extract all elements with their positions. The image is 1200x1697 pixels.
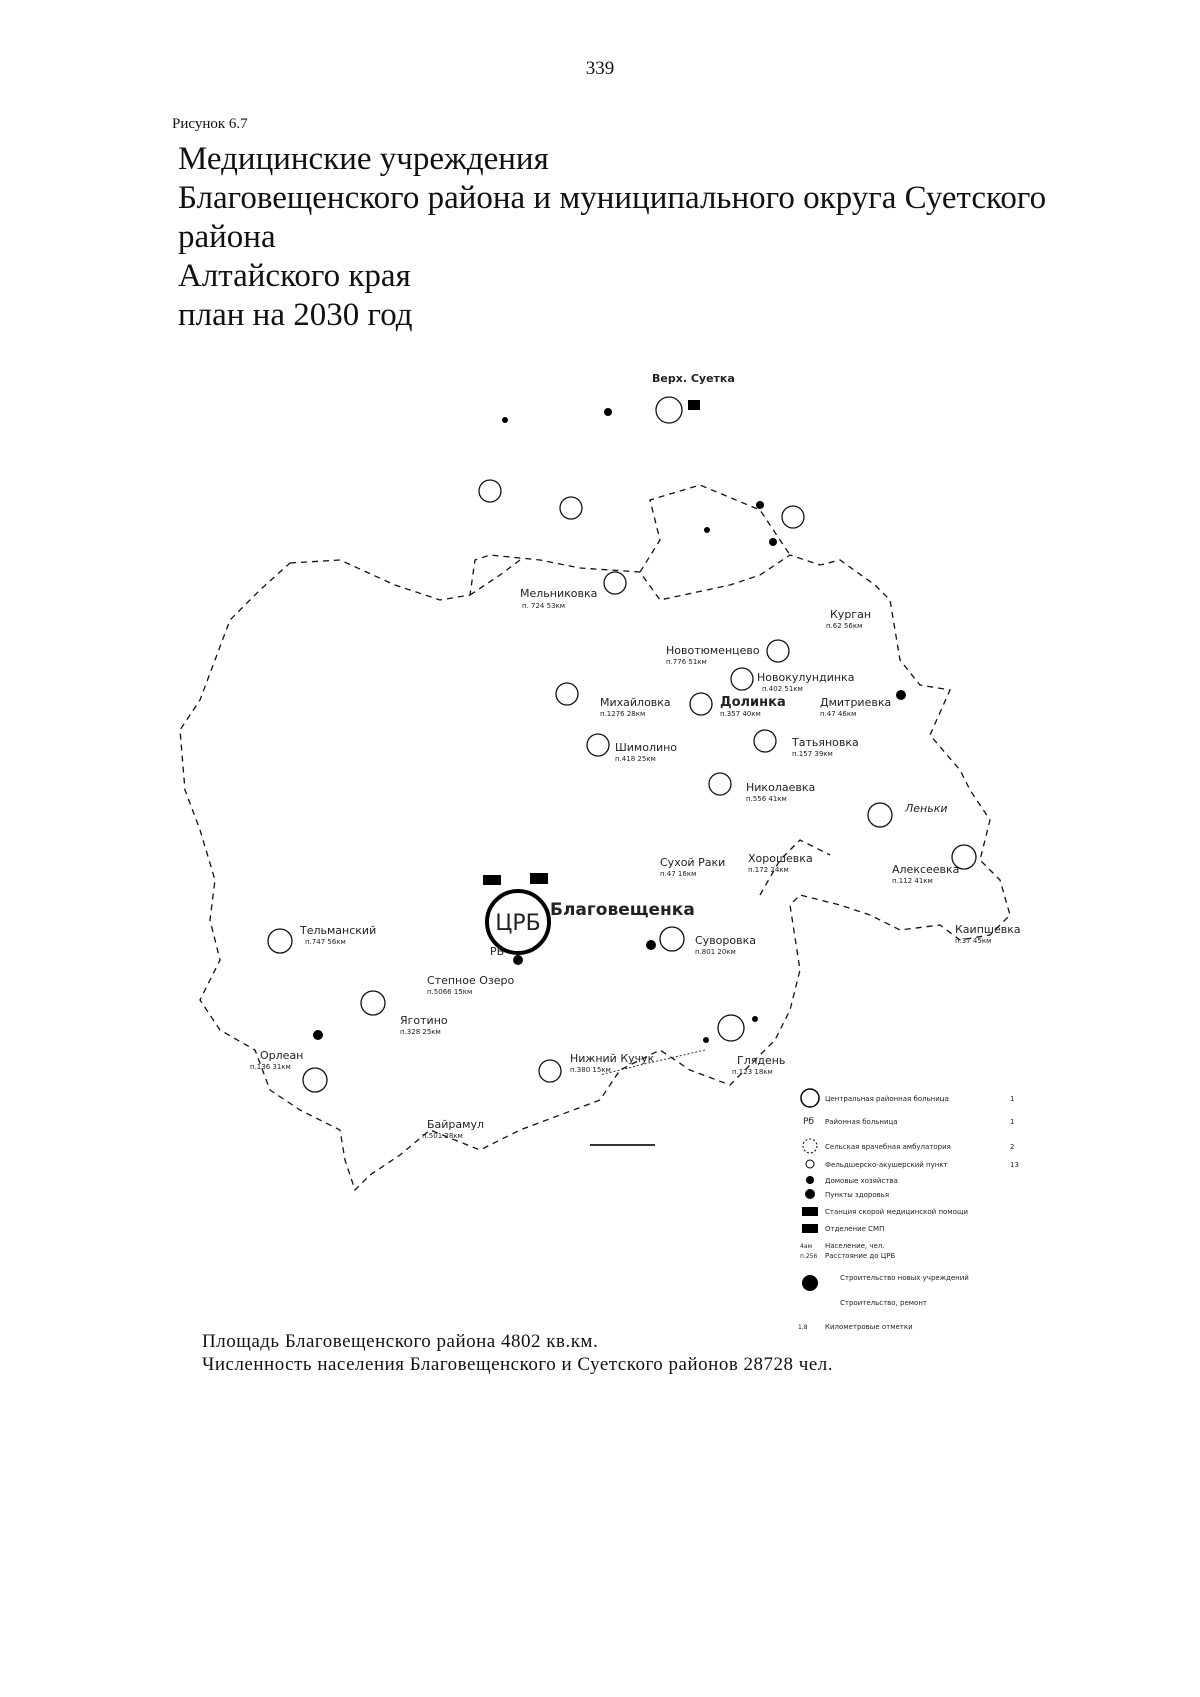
place-nikolaevka: Николаевка: [746, 781, 816, 794]
legend-item: Расстояние до ЦРБ: [825, 1252, 896, 1260]
place-orlean-detail: п.136 31км: [250, 1063, 291, 1071]
legend-item: Центральная районная больница: [825, 1095, 949, 1103]
legend-item: Отделение СМП: [825, 1225, 885, 1233]
figure-caption: Рисунок 6.7: [172, 116, 248, 132]
clinic-icon: [656, 397, 682, 423]
legend-km-icon: 1,8: [798, 1324, 808, 1331]
place-lenki: Леньки: [905, 802, 948, 815]
footer: [202, 1330, 833, 1376]
place-yagotino-detail: п.328 25км: [400, 1028, 441, 1036]
place-khoroshevka-detail: п.172 24км: [748, 866, 789, 874]
legend-count: 2: [1010, 1143, 1015, 1151]
place-telmanskiy-detail: п.747 56км: [305, 938, 346, 946]
legend: [798, 1089, 1019, 1331]
place-suvorovka: Суворовка: [695, 934, 756, 947]
rb-label: РБ: [490, 945, 505, 958]
fap-icon: [690, 693, 712, 715]
place-dolinka-detail: п.357 40км: [720, 710, 761, 718]
place-verkh-suetka: Верх. Суетка: [652, 372, 735, 385]
ambulance-icon: [688, 400, 700, 410]
place-bayramul: Байрамул: [427, 1118, 484, 1131]
legend-item: Километровые отметки: [825, 1323, 913, 1331]
crb-label: ЦРБ: [495, 911, 541, 936]
ambulance-icons: [483, 400, 700, 885]
legend-dot-icon: [806, 1176, 814, 1184]
ambulance-icon: [530, 873, 548, 884]
legend-dot-icon: [805, 1189, 815, 1199]
fap-icon: [479, 480, 501, 502]
place-telmanskiy: Тельманский: [300, 924, 377, 937]
legend-item: Станция скорой медицинской помощи: [825, 1208, 969, 1216]
legend-clinic-icon: [803, 1139, 817, 1153]
place-alekseevka-detail: п.112 41км: [892, 877, 933, 885]
place-khoroshevka: Хорошевка: [748, 852, 813, 865]
fap-icon: [754, 730, 776, 752]
legend-item: Сельская врачебная амбулатория: [825, 1143, 951, 1151]
place-stepnoe-ozero-detail: п.5066 15км: [427, 988, 473, 996]
place-novotyumentsevo: Новотюменцево: [666, 644, 760, 657]
fap-icon: [604, 572, 626, 594]
fap-icon: [556, 683, 578, 705]
legend-item: Строительство новых учреждений: [840, 1274, 969, 1282]
place-blagoveshchenka: Благовещенка: [550, 900, 695, 920]
place-novotyumentsevo-detail: п.776 51км: [666, 658, 707, 666]
title-line: Благовещенского района и муниципального округа Суетского: [178, 180, 1047, 216]
legend-count: 1: [1010, 1095, 1015, 1103]
place-mikhaylovka-detail: п.1276 28км: [600, 710, 646, 718]
legend-fap-icon: [806, 1160, 814, 1168]
place-kurgan: Курган: [830, 608, 872, 621]
legend-item: Домовые хозяйства: [825, 1177, 898, 1185]
place-nizhniy-kuchuk: Нижний Кучук: [570, 1052, 655, 1065]
place-dmitrievka: Дмитриевка: [820, 696, 892, 709]
place-dolinka: Долинка: [720, 695, 786, 710]
place-dmitrievka-detail: п.47 46км: [820, 710, 857, 718]
place-kaipshevka-detail: п.37 45км: [955, 937, 992, 945]
place-labels: [250, 372, 1021, 1140]
fap-icon: [303, 1068, 327, 1092]
district-map: [0, 360, 1200, 1331]
legend-numbers-icon: 4ам: [800, 1243, 813, 1250]
legend-numbers-icon: п.256: [800, 1253, 818, 1260]
fap-icon: [731, 668, 753, 690]
legend-rb-icon: Рб: [803, 1117, 814, 1127]
fap-icon: [782, 506, 804, 528]
footer-population: Численность населения Благовещенского и Суетского районов 28728 чел.: [202, 1354, 834, 1375]
legend-ambulance-icon: [802, 1207, 818, 1216]
fap-icon: [268, 929, 292, 953]
legend-ambulance-icon: [802, 1224, 818, 1233]
title-line: план на 2030 год: [178, 297, 413, 333]
place-alekseevka: Алексеевка: [892, 863, 960, 876]
fap-icon: [709, 773, 731, 795]
fap-icon: [539, 1060, 561, 1082]
legend-item: Фельдшерско-акушерский пункт: [825, 1161, 948, 1169]
place-stepnoe-ozero: Степное Озеро: [427, 974, 515, 987]
fap-icon: [660, 927, 684, 951]
fap-icon: [767, 640, 789, 662]
title-line: района: [178, 219, 276, 255]
fap-icon: [587, 734, 609, 756]
legend-item: Районная больница: [825, 1118, 898, 1126]
title-line: Медицинские учреждения: [178, 141, 549, 177]
place-melnikovka: Мельниковка: [520, 587, 598, 600]
legend-crb-icon: [801, 1089, 819, 1107]
legend-item: Строительство, ремонт: [840, 1299, 927, 1307]
place-sukhoy-raki: Сухой Раки: [660, 856, 726, 869]
legend-count: 1: [1010, 1118, 1015, 1126]
place-sukhoy-raki-detail: п.47 16км: [660, 870, 697, 878]
crb-symbol: [487, 891, 549, 953]
place-kaipshevka: Каипшевка: [955, 923, 1021, 936]
place-novokulundinka-detail: п.402 51км: [762, 685, 803, 693]
place-tatyanovka-detail: п.157 39км: [792, 750, 833, 758]
page-number: 339: [585, 58, 615, 79]
place-shimolino-detail: п.418 25км: [615, 755, 656, 763]
place-novokulundinka: Новокулундинка: [757, 671, 855, 684]
clinic-icon: [718, 1015, 744, 1041]
legend-item: Пункты здоровья: [825, 1191, 890, 1199]
place-nizhniy-kuchuk-detail: п.380 15км: [570, 1066, 611, 1074]
place-mikhaylovka: Михайловка: [600, 696, 671, 709]
ambulance-icon: [483, 875, 501, 885]
legend-count: 13: [1010, 1161, 1019, 1169]
map-title: [178, 140, 1078, 335]
title-line: Алтайского края: [178, 258, 411, 294]
place-tatyanovka: Татьяновка: [792, 736, 859, 749]
place-glyaden: Глядень: [737, 1054, 786, 1067]
fap-icon: [361, 991, 385, 1015]
legend-item: Население, чел.: [825, 1242, 885, 1250]
fap-icon: [868, 803, 892, 827]
place-nikolaevka-detail: п.556 41км: [746, 795, 787, 803]
place-shimolino: Шимолино: [615, 741, 678, 754]
place-yagotino: Яготино: [400, 1014, 448, 1027]
legend-bigdot-icon: [802, 1275, 818, 1291]
footer-area: Площадь Благовещенского района 4802 кв.км.: [202, 1331, 599, 1352]
rb-dot: [513, 955, 523, 965]
place-melnikovka-detail: п. 724 53км: [522, 602, 566, 610]
fap-icon: [560, 497, 582, 519]
place-suvorovka-detail: п.801 20км: [695, 948, 736, 956]
settlement-dots: [313, 408, 906, 1043]
place-glyaden-detail: п.123 18км: [732, 1068, 773, 1076]
place-orlean: Орлеан: [260, 1049, 304, 1062]
place-kurgan-detail: п.62 56км: [826, 622, 863, 630]
place-bayramul-detail: п.501 28км: [422, 1132, 463, 1140]
